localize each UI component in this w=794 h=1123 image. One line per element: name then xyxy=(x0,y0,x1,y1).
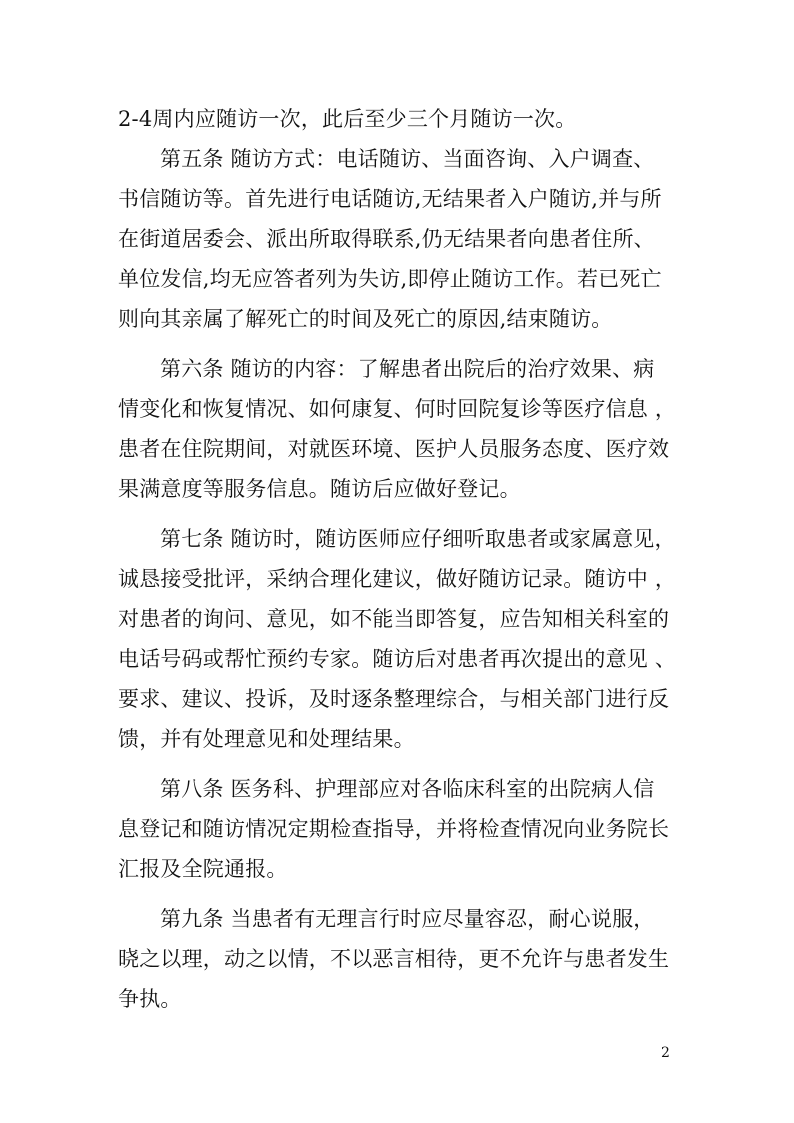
article-8-heading-line: 第八条 医务科、护理部应对各临床科室的出院病人信 xyxy=(160,777,655,801)
text-line: 则向其亲属了解死亡的时间及死亡的原因,结束随访。 xyxy=(118,307,613,331)
text-line: 息登记和随访情况定期检查指导，并将检查情况向业务院长 xyxy=(118,817,670,841)
text-line: 汇报及全院通报。 xyxy=(118,857,288,881)
text-line: 诚恳接受批评，采纳合理化建议，做好随访记录。随访中 ， xyxy=(118,567,677,591)
text-line: 在街道居委会、派出所取得联系,仍无结果者向患者住所、 xyxy=(118,227,655,251)
text-line: 对患者的询问、意见，如不能当即答复，应告知相关科室的 xyxy=(118,607,670,631)
text-line: 患者在住院期间，对就医环境、医护人员服务态度、医疗效 xyxy=(118,437,670,461)
text-line: 要求、建议、投诉，及时逐条整理综合，与相关部门进行反 xyxy=(118,687,670,711)
text-line: 2-4周内应随访一次，此后至少三个月随访一次。 xyxy=(118,107,577,131)
article-7-heading-line: 第七条 随访时，随访医师应仔细听取患者或家属意见， xyxy=(160,527,676,551)
text-line: 情变化和恢复情况、如何康复、何时回院复诊等医疗信息 ， xyxy=(118,397,677,421)
text-line: 果满意度等服务信息。随访后应做好登记。 xyxy=(118,477,521,501)
text-line: 馈，并有处理意见和处理结果。 xyxy=(118,727,415,751)
article-6-heading-line: 第六条 随访的内容：了解患者出院后的治疗效果、病 xyxy=(160,357,655,381)
page-number: 2 xyxy=(661,1045,670,1061)
article-9-heading-line: 第九条 当患者有无理言行时应尽量容忍，耐心说服， xyxy=(160,907,655,931)
text-line: 单位发信,均无应答者列为失访,即停止随访工作。若已死亡 xyxy=(118,267,662,291)
text-line: 争执。 xyxy=(118,987,182,1011)
text-line: 晓之以理，动之以情，不以恶言相待，更不允许与患者发生 xyxy=(118,947,670,971)
text-line: 电话号码或帮忙预约专家。随访后对患者再次提出的意见 、 xyxy=(118,647,677,671)
text-line: 书信随访等。首先进行电话随访,无结果者入户随访,并与所 xyxy=(118,187,662,211)
article-5-heading-line: 第五条 随访方式：电话随访、当面咨询、入户调查、 xyxy=(160,147,655,171)
